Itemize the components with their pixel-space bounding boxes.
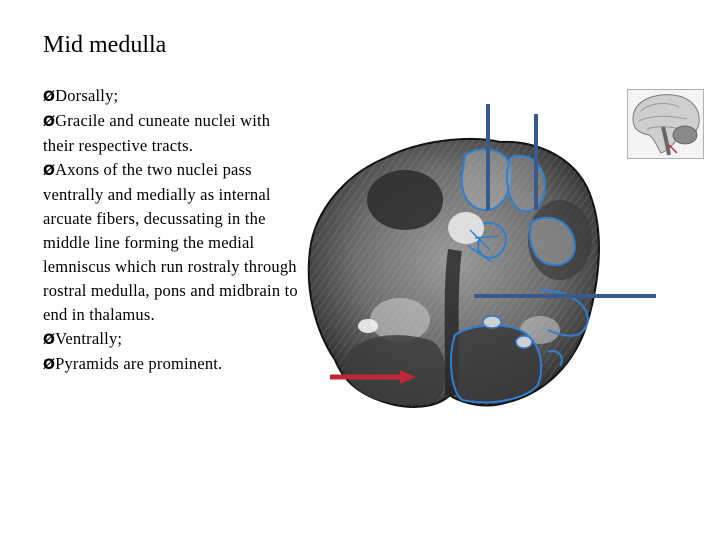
bullet-arrow-icon: Ø <box>43 163 56 179</box>
bullet-text: Gracile and cuneate nuclei with their respective tracts. <box>43 111 271 155</box>
dorsal-lobe-left <box>367 170 443 230</box>
brain-sagittal-inset <box>627 89 704 159</box>
slide-title: Mid medulla <box>43 32 167 58</box>
bullet-arrow-icon: Ø <box>43 114 56 130</box>
bullet-text: Ventrally; <box>55 329 123 348</box>
pyramid-left <box>344 335 445 404</box>
bullet-arrow-icon: Ø <box>43 357 56 373</box>
bullet-text: Dorsally; <box>55 86 119 105</box>
bullet-arrow-icon: Ø <box>43 332 56 348</box>
bullet-text: Pyramids are prominent. <box>55 354 223 373</box>
cerebellum-shape <box>673 126 697 144</box>
bullet-text: Axons of the two nuclei pass ventrally and medially as internal arcuate fibers, decussating in the middle line forming the medial lemniscus which run rostraly through rostral medulla, pons and midbrain to end in thalamus. <box>43 160 298 324</box>
bullet-arrow-icon: Ø <box>43 89 56 105</box>
